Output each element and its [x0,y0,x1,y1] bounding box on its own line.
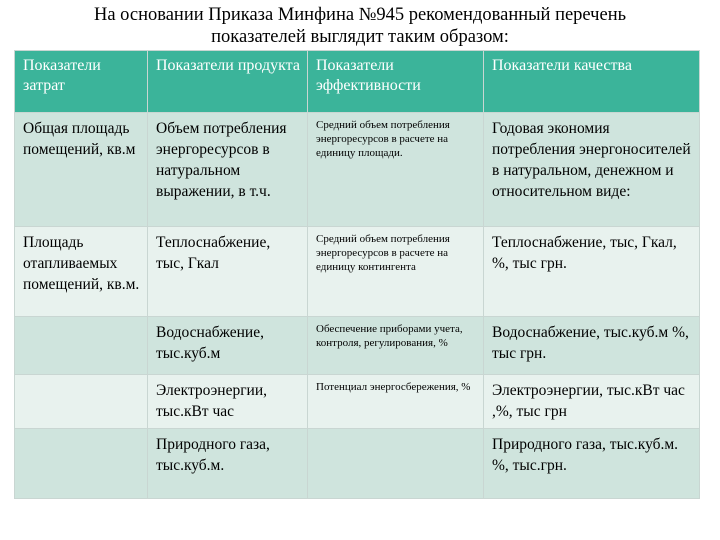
title-line-2: показателей выглядит таким образом: [211,27,509,47]
table-cell [15,375,148,429]
table-cell [15,317,148,375]
table-cell: Годовая экономия потребления энергоносителей в натуральном, денежном и относительном виде: [484,113,700,227]
title-line-1: На основании Приказа Минфина №945 рекомендованный перечень [93,5,627,25]
table-cell: Водоснабжение, тыс.куб.м [148,317,308,375]
table-cell: Электроэнергии, тыс.кВт час [148,375,308,429]
table-cell: Теплоснабжение, тыс, Гкал [148,227,308,317]
table-cell: Средний объем потребления энергоресурсов в расчете на единицу контингента [308,227,484,317]
table-cell [15,429,148,499]
header-efficiency-indicators: Показатели эффективности [308,51,484,113]
table-cell: Средний объем потребления энергоресурсов в расчете на единицу площади. [308,113,484,227]
table-row [15,375,700,429]
table-cell: Общая площадь помещений, кв.м [15,113,148,227]
table-row [15,227,700,317]
table-cell: Потенциал энергосбережения, % [308,375,484,429]
header-product-indicators: Показатели продукта [148,51,308,113]
table-cell: Водоснабжение, тыс.куб.м %, тыс грн. [484,317,700,375]
table-cell: Электроэнергии, тыс.кВт час ,%, тыс грн [484,375,700,429]
table-cell: Объем потребления энергоресурсов в натуральном выражении, в т.ч. [148,113,308,227]
header-cost-indicators: Показатели затрат [15,51,148,113]
page-title [0,4,720,48]
table-cell: Теплоснабжение, тыс, Гкал, %, тыс грн. [484,227,700,317]
table-cell: Природного газа, тыс.куб.м. [148,429,308,499]
table-cell [308,429,484,499]
table-cell: Обеспечение приборами учета, контроля, регулирования, % [308,317,484,375]
indicators-table [14,50,700,499]
table-cell: Природного газа, тыс.куб.м. %, тыс.грн. [484,429,700,499]
header-quality-indicators: Показатели качества [484,51,700,113]
table-cell: Площадь отапливаемых помещений, кв.м. [15,227,148,317]
table-row [15,113,700,227]
table-row [15,429,700,499]
table-row [15,317,700,375]
table-header-row [15,51,700,113]
